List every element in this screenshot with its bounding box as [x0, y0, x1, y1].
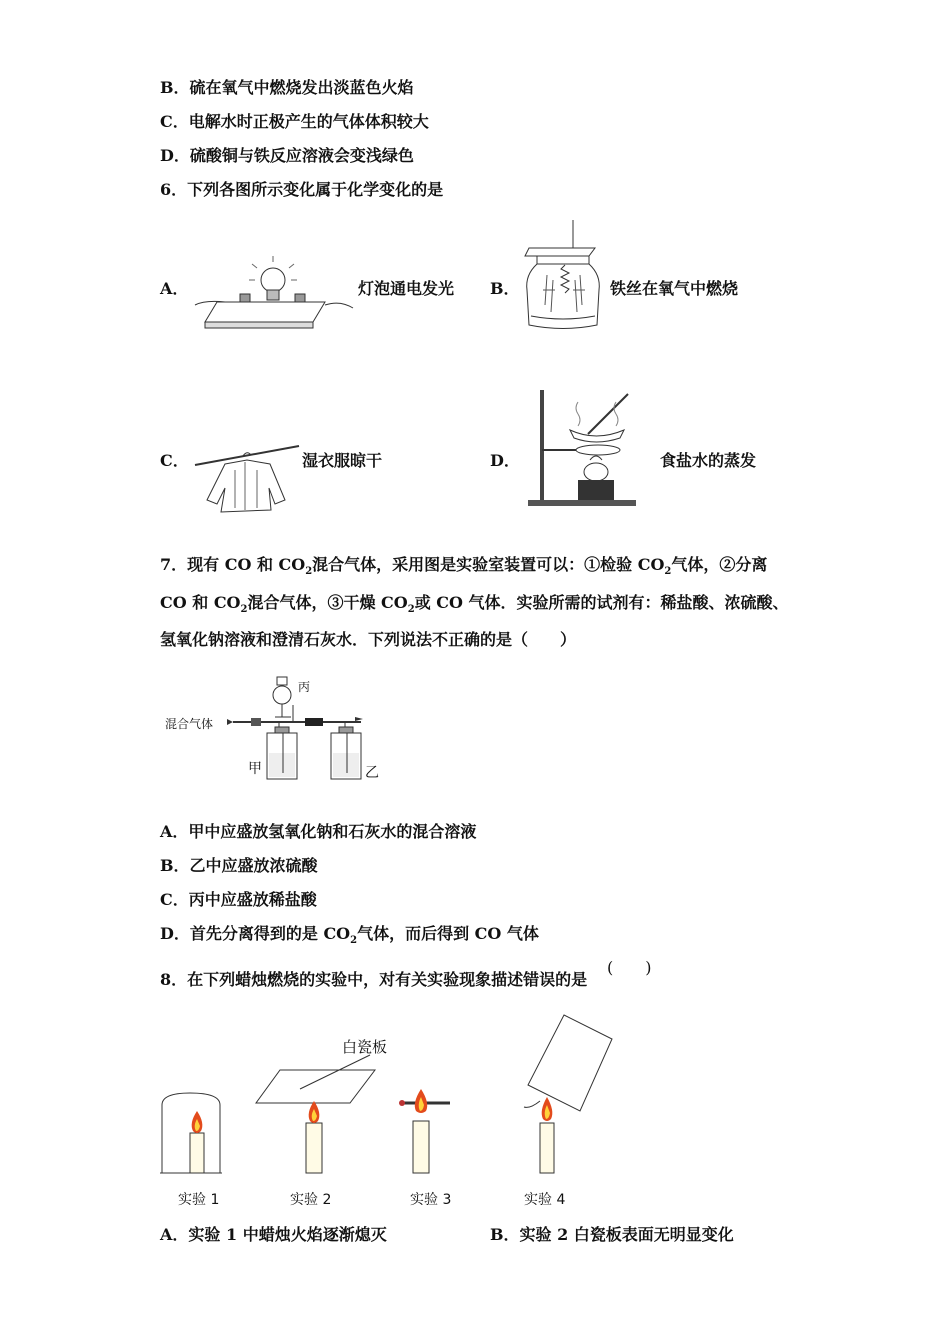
- experiment-1-label: 实验 1: [178, 1192, 220, 1208]
- q7-stem-line-2: CO 和 $CO_2$混合气体，③干燥 $CO_2$或 CO 气体．实验所需的试剂有：稀盐酸、浓硫酸、: [160, 593, 789, 616]
- q7-stem-line-3: 氢氧化钠溶液和澄清石灰水．下列说法不正确的是（ ）: [160, 630, 577, 649]
- q7-stem-line-1: 7．现有 CO 和 $CO_2$混合气体，采用图是实验室装置可以：①检验 $CO_2$气体，②分离: [160, 555, 768, 578]
- q6-c-caption: 湿衣服晾干: [302, 451, 383, 470]
- q5-option-c: C．电解水时正极产生的气体体积较大: [160, 112, 429, 131]
- experiment-3-label: 实验 3: [410, 1192, 452, 1208]
- diagram-label-yi: 乙: [365, 765, 379, 781]
- q6-c-letter: C．: [160, 451, 189, 470]
- q6-stem: 6．下列各图所示变化属于化学变化的是: [160, 180, 444, 199]
- q6-d-letter: D．: [490, 451, 520, 470]
- q7-option-c: C．丙中应盛放稀盐酸: [160, 890, 317, 909]
- q7-option-b: B．乙中应盛放浓硫酸: [160, 856, 318, 875]
- q5-option-d: D．硫酸铜与铁反应溶液会变浅绿色: [160, 146, 414, 165]
- q8-option-a: A．实验 1 中蜡烛火焰逐渐熄灭: [160, 1225, 387, 1244]
- q6-b-caption: 铁丝在氧气中燃烧: [610, 279, 739, 298]
- candle-experiments-illustration: [160, 1015, 630, 1185]
- q7-option-d: D．首先分离得到的是 $CO_2$气体，而后得到 CO 气体: [160, 924, 539, 947]
- q6-a-caption: 灯泡通电发光: [358, 279, 455, 298]
- q6-a-letter: A．: [160, 279, 189, 298]
- q8-answer-paren: ( ): [607, 958, 652, 977]
- q8-stem: 8．在下列蜡烛燃烧的实验中，对有关实验现象描述错误的是: [160, 970, 588, 989]
- experiment-4-label: 实验 4: [524, 1192, 566, 1208]
- iron-wire-jar-illustration: [525, 220, 605, 335]
- q6-b-letter: B．: [490, 279, 520, 298]
- diagram-label-bing: 丙: [298, 680, 311, 694]
- lightbulb-illustration: [195, 260, 355, 335]
- q6-d-caption: 食盐水的蒸发: [660, 451, 757, 470]
- evaporation-setup-illustration: [528, 390, 638, 510]
- white-plate-label: 白瓷板: [342, 1038, 388, 1056]
- q8-option-b: B．实验 2 白瓷板表面无明显变化: [490, 1225, 734, 1244]
- q7-option-a: A．甲中应盛放氢氧化钠和石灰水的混合溶液: [160, 822, 477, 841]
- diagram-label-jia: 甲: [248, 761, 262, 777]
- diagram-label-mixed-gas: 混合气体: [165, 717, 214, 731]
- experiment-2-label: 实验 2: [290, 1192, 332, 1208]
- wet-clothes-illustration: [195, 440, 300, 515]
- q5-option-b: B．硫在氧气中燃烧发出淡蓝色火焰: [160, 78, 414, 97]
